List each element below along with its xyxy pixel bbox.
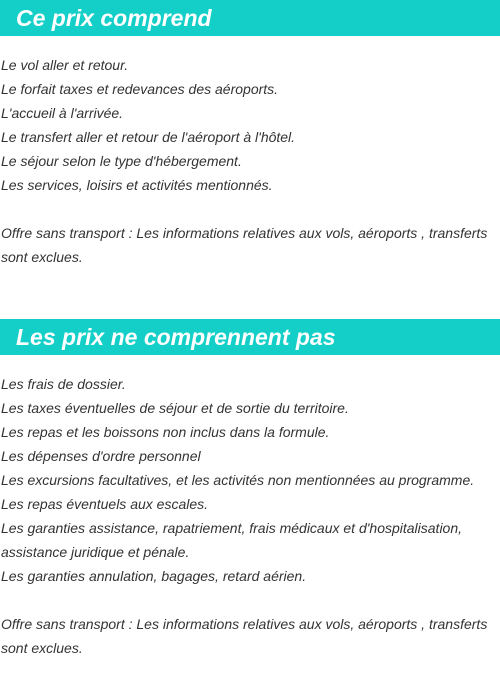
section-header-included	[0, 0, 500, 36]
included-list	[1, 53, 500, 197]
section-title-excluded: Les prix ne comprennent pas	[16, 324, 336, 350]
section-title-included: Ce prix comprend	[16, 5, 212, 31]
transport-note-included: Offre sans transport : Les informations relatives aux vols, aéroports , transferts sont exclues.	[1, 225, 488, 265]
list-item: Les excursions facultatives, et les activités non mentionnées au programme.	[1, 472, 475, 488]
list-item: Les garanties assistance, rapatriement, frais médicaux et d'hospitalisation, assistance juridique et pénale.	[1, 520, 463, 560]
list-item: Les services, loisirs et activités mentionnés.	[1, 177, 273, 193]
list-item: Le séjour selon le type d'hébergement.	[1, 153, 242, 169]
list-item: Les dépenses d'ordre personnel	[1, 448, 201, 464]
list-item: Les repas éventuels aux escales.	[1, 496, 209, 512]
list-item: Le forfait taxes et redevances des aéroports.	[1, 81, 279, 97]
excluded-list	[1, 372, 500, 588]
list-item: Le vol aller et retour.	[1, 57, 129, 73]
list-item: Les taxes éventuelles de séjour et de sortie du territoire.	[1, 400, 349, 416]
list-item: Les frais de dossier.	[1, 376, 126, 392]
section-header-excluded	[0, 319, 500, 355]
list-item: L'accueil à l'arrivée.	[1, 105, 124, 121]
list-item: Le transfert aller et retour de l'aéroport à l'hôtel.	[1, 129, 296, 145]
list-item: Les garanties annulation, bagages, retard aérien.	[1, 568, 307, 584]
transport-note-excluded: Offre sans transport : Les informations relatives aux vols, aéroports , transferts sont exclues.	[1, 616, 488, 656]
list-item: Les repas et les boissons non inclus dans la formule.	[1, 424, 330, 440]
